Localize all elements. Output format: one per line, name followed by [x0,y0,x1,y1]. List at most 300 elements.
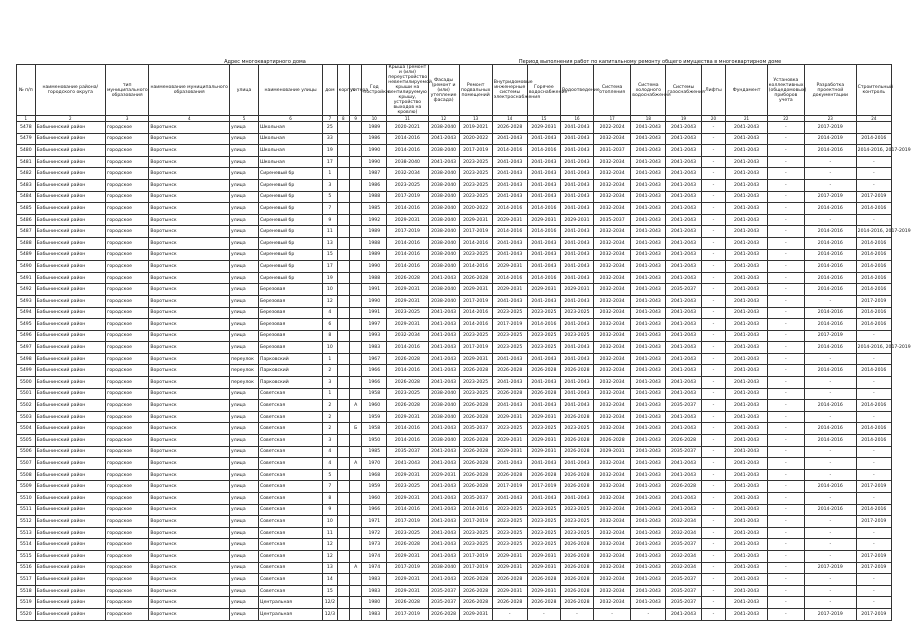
table-cell: 2017-2019 [804,608,856,620]
column-header: Строительный контроль [856,65,891,116]
table-cell: - [804,156,856,168]
table-cell: 2026-2028 [560,574,593,586]
table-cell: Бабынинский район [35,388,105,400]
table-cell: Воротынск [149,597,230,609]
table-cell: 5502 [17,400,36,412]
table-cell: улица [230,295,259,307]
table-cell: 5509 [17,481,36,493]
table-cell: 2032-2034 [594,562,631,574]
table-cell: 2041-2043 [726,411,767,423]
table-cell: 2032-2034 [594,400,631,412]
table-cell: 2014-2016 [459,319,492,331]
table-cell: 2029-2031 [459,284,492,296]
table-cell: Воротынск [149,122,230,134]
table-cell: улица [230,156,259,168]
table-cell: 2041-2043 [428,423,459,435]
column-header: наименование улицы [259,65,323,116]
table-cell: 2023-2025 [527,516,560,528]
table-cell: - [767,319,804,331]
table-cell: 2026-2028 [527,574,560,586]
table-cell [350,261,362,273]
table-cell: 2041-2043 [560,122,593,134]
table-cell: городское [105,446,148,458]
table-cell: 2032-2034 [594,458,631,470]
table-cell: 2041-2043 [560,156,593,168]
table-cell: Бабынинский район [35,145,105,157]
table-cell: 2014-2016 [804,319,856,331]
table-cell: 5518 [17,585,36,597]
table-cell: 5519 [17,597,36,609]
table-cell: - [701,493,726,505]
table-cell: 2041-2043 [726,377,767,389]
table-cell: 2041-2043 [726,179,767,191]
table-cell: - [804,214,856,226]
table-cell: 2041-2043 [726,156,767,168]
table-row [17,353,892,365]
table-cell [337,307,349,319]
table-cell: 2029-2031 [387,295,428,307]
table-cell: 2041-2043 [666,608,701,620]
table-cell: - [767,261,804,273]
table-cell: 5499 [17,365,36,377]
table-cell: Березовая [259,330,323,342]
table-cell: 10 [323,284,337,296]
table-cell: 2038-2040 [428,145,459,157]
table-cell: 2041-2043 [428,342,459,354]
table-cell: Бабынинский район [35,214,105,226]
table-cell: улица [230,203,259,215]
table-cell: 2032-2034 [594,203,631,215]
table-cell: 2041-2043 [631,319,666,331]
table-cell: Советская [259,574,323,586]
table-cell: 2014-2016 [387,249,428,261]
table-cell: - [804,539,856,551]
address-group-title: Адрес многоквартирного дома [224,59,306,65]
table-cell: 2014-2016 [804,342,856,354]
table-row [17,133,892,145]
table-cell: 2038-2040 [428,435,459,447]
table-cell: 2041-2043 [726,481,767,493]
table-cell: 2041-2043 [492,179,527,191]
table-cell: 1988 [362,272,387,284]
table-cell: 11 [323,226,337,238]
table-row [17,237,892,249]
table-cell: - [701,295,726,307]
table-cell: Воротынск [149,214,230,226]
table-cell: 2014-2016 [804,226,856,238]
table-cell: 2017-2019 [459,342,492,354]
table-cell: улица [230,435,259,447]
table-cell: 1974 [362,550,387,562]
table-cell: Сиреневый бр [259,191,323,203]
table-cell: 2035-2037 [387,446,428,458]
table-cell: 1987 [362,168,387,180]
table-cell: Бабынинский район [35,608,105,620]
table-cell: - [701,411,726,423]
table-cell: 2032-2034 [594,493,631,505]
table-cell: 33 [323,133,337,145]
table-cell [337,249,349,261]
table-cell: 2026-2028 [492,597,527,609]
table-cell: Школьная [259,156,323,168]
table-cell: - [701,458,726,470]
table-row [17,411,892,423]
table-cell: 2041-2043 [428,539,459,551]
table-cell: улица [230,330,259,342]
table-cell [337,295,349,307]
table-cell: Советская [259,435,323,447]
table-cell: 2026-2028 [560,562,593,574]
table-cell: 2041-2043 [726,237,767,249]
table-cell: Бабынинский район [35,284,105,296]
table-cell: 1988 [362,237,387,249]
table-cell: - [701,481,726,493]
table-cell: - [701,261,726,273]
table-cell: - [767,214,804,226]
table-cell: 2026-2028 [492,365,527,377]
table-cell: Воротынск [149,191,230,203]
table-cell: Сиреневый бр [259,179,323,191]
table-cell: 2032-2034 [594,550,631,562]
table-cell: - [804,377,856,389]
table-cell: 2041-2043 [726,469,767,481]
table-cell: 2041-2043 [726,353,767,365]
table-cell: 2041-2043 [492,400,527,412]
table-cell: 2032-2034 [594,365,631,377]
table-cell: Березовая [259,307,323,319]
table-cell: - [701,179,726,191]
table-cell: 2017-2019 [387,226,428,238]
table-cell: городское [105,411,148,423]
table-cell: 2041-2043 [428,353,459,365]
table-cell [350,284,362,296]
table-cell: - [767,458,804,470]
table-cell: 2017-2019 [856,295,891,307]
table-cell: 2029-2031 [527,435,560,447]
table-cell: 2041-2043 [631,261,666,273]
table-cell: 2041-2043 [631,284,666,296]
table-row [17,377,892,389]
table-cell: 2023-2025 [492,342,527,354]
table-cell: городское [105,539,148,551]
table-cell [350,435,362,447]
table-cell: - [804,516,856,528]
table-cell: 2041-2043 [726,608,767,620]
table-cell: 2026-2028 [459,574,492,586]
table-cell: Воротынск [149,237,230,249]
table-cell: 2020-2022 [459,203,492,215]
table-cell: 1986 [362,179,387,191]
table-cell: 2041-2043 [666,145,701,157]
table-cell: - [767,353,804,365]
table-cell: 2026-2028 [560,411,593,423]
table-cell: улица [230,597,259,609]
table-cell: 1959 [362,411,387,423]
table-cell: 1966 [362,365,387,377]
table-cell: 2023-2025 [560,527,593,539]
table-cell: - [767,527,804,539]
table-row [17,597,892,609]
table-cell: 10 [323,516,337,528]
table-cell: 2032-2034 [594,527,631,539]
table-cell [337,608,349,620]
table-cell: 2041-2043 [726,272,767,284]
table-cell: 2038-2040 [428,388,459,400]
column-header: Фундамент [726,65,767,116]
table-cell [337,388,349,400]
table-cell: - [594,608,631,620]
table-cell: Бабынинский район [35,377,105,389]
table-cell: - [701,156,726,168]
table-cell: Бабынинский район [35,319,105,331]
table-cell: 5508 [17,469,36,481]
table-cell: 5498 [17,353,36,365]
table-cell: 2026-2028 [459,469,492,481]
table-cell: 2032-2034 [666,516,701,528]
table-cell: 2041-2043 [726,388,767,400]
table-cell: - [767,562,804,574]
table-cell: - [767,446,804,458]
table-cell: 2041-2043 [560,272,593,284]
table-cell: - [767,307,804,319]
table-cell: Бабынинский район [35,493,105,505]
table-cell: улица [230,319,259,331]
table-cell [337,527,349,539]
table-cell: 2041-2043 [726,319,767,331]
table-cell: 1990 [362,261,387,273]
table-cell: 2041-2043 [631,550,666,562]
table-cell: 2026-2028 [527,597,560,609]
table-cell: - [804,458,856,470]
table-cell: 2035-2037 [428,597,459,609]
table-cell: 5484 [17,191,36,203]
table-cell: 2026-2028 [560,597,593,609]
table-cell: 2029-2031 [387,319,428,331]
table-cell: 2041-2043 [631,342,666,354]
table-cell: 2032-2034 [387,330,428,342]
table-cell: 2041-2043 [726,191,767,203]
table-cell: 2041-2043 [631,469,666,481]
table-row [17,156,892,168]
column-number: 15 [527,116,560,122]
table-cell: 2041-2043 [631,423,666,435]
table-cell: 12 [323,550,337,562]
table-cell: 2041-2043 [726,226,767,238]
table-cell: 2041-2043 [527,400,560,412]
table-cell: 2038-2040 [428,400,459,412]
table-cell: 2 [323,400,337,412]
table-cell: 2017-2019 [856,481,891,493]
table-cell: 5507 [17,458,36,470]
table-cell: Бабынинский район [35,365,105,377]
table-cell: 2014-2016 [387,203,428,215]
table-cell: 2023-2025 [459,249,492,261]
table-cell [337,504,349,516]
table-cell: 2029-2031 [492,446,527,458]
table-cell: 2041-2043 [428,330,459,342]
table-cell: - [701,307,726,319]
column-number: 24 [856,116,891,122]
table-row [17,458,892,470]
table-cell: 2041-2043 [492,168,527,180]
table-cell: 2038-2040 [428,168,459,180]
table-row [17,307,892,319]
table-cell: Воротынск [149,446,230,458]
table-cell [337,122,349,134]
table-cell: городское [105,562,148,574]
table-cell: 2041-2043 [666,156,701,168]
table-cell: Воротынск [149,284,230,296]
table-cell: городское [105,342,148,354]
table-cell: 2041-2043 [666,237,701,249]
table-cell: - [701,446,726,458]
table-cell [337,284,349,296]
table-cell: 2035-2037 [666,585,701,597]
table-cell: - [767,133,804,145]
table-cell: Советская [259,469,323,481]
table-cell: Воротынск [149,493,230,505]
table-cell: 2041-2043 [666,272,701,284]
table-cell: Воротынск [149,203,230,215]
table-cell: Воротынск [149,179,230,191]
table-cell: городское [105,585,148,597]
table-cell: Бабынинский район [35,261,105,273]
table-cell: Бабынинский район [35,562,105,574]
table-cell: 2014-2016 [804,504,856,516]
table-cell: 2023-2025 [492,504,527,516]
column-header: Установка коллективных (общедомовых) приборов учета [767,65,804,116]
table-cell: Школьная [259,145,323,157]
table-cell: 2026-2028 [459,446,492,458]
table-cell: 1989 [362,122,387,134]
table-cell: - [804,179,856,191]
table-cell: 2022-2024 [594,122,631,134]
table-cell [337,145,349,157]
table-cell: 2041-2043 [428,307,459,319]
table-cell: - [804,574,856,586]
table-cell: 1997 [362,319,387,331]
table-row [17,423,892,435]
table-row [17,608,892,620]
table-cell: 2041-2043 [631,330,666,342]
table-cell: - [701,214,726,226]
table-cell [350,214,362,226]
table-cell: 6 [323,319,337,331]
table-cell: 2041-2043 [726,493,767,505]
table-cell: 2014-2016, 2017-2019 [856,342,891,354]
table-cell: Воротынск [149,527,230,539]
table-cell [350,133,362,145]
table-cell: - [701,272,726,284]
table-cell: 2041-2043 [726,342,767,354]
table-cell: 2041-2043 [428,446,459,458]
table-cell: Бабынинский район [35,156,105,168]
table-cell: - [856,377,891,389]
table-cell: - [767,365,804,377]
column-number: 3 [105,116,148,122]
table-cell: городское [105,272,148,284]
table-cell: - [701,423,726,435]
column-header: дом [323,65,337,116]
table-cell: - [856,168,891,180]
column-number: 4 [149,116,230,122]
table-cell: Березовая [259,295,323,307]
table-row [17,562,892,574]
table-cell: - [767,550,804,562]
table-cell: 2023-2025 [527,504,560,516]
table-cell: улица [230,504,259,516]
table-cell: 5483 [17,179,36,191]
table-cell: городское [105,122,148,134]
table-cell: 2014-2016 [856,307,891,319]
table-cell [337,458,349,470]
table-cell [350,272,362,284]
table-cell: 2014-2016 [804,400,856,412]
table-cell [350,516,362,528]
table-cell: 2029-2031 [527,562,560,574]
table-row [17,145,892,157]
column-header: Водоотведение [560,65,593,116]
table-cell: 5 [323,469,337,481]
table-cell: 2026-2028 [459,411,492,423]
table-cell: 2029-2031 [459,608,492,620]
table-cell: 3 [323,377,337,389]
table-row [17,539,892,551]
table-cell: 1960 [362,493,387,505]
table-cell: 2029-2031 [387,284,428,296]
table-cell: Советская [259,585,323,597]
table-cell: 2014-2019 [804,133,856,145]
table-cell: - [560,608,593,620]
table-cell: 2041-2043 [631,156,666,168]
table-cell: - [701,562,726,574]
table-cell: - [701,516,726,528]
table-cell: 10 [323,342,337,354]
table-cell: - [767,272,804,284]
table-cell: 2041-2043 [560,458,593,470]
table-cell: Бабынинский район [35,446,105,458]
table-cell: 2041-2043 [631,574,666,586]
table-cell: 2041-2043 [492,133,527,145]
table-cell [350,574,362,586]
table-cell: Сиреневый бр [259,226,323,238]
table-row [17,203,892,215]
table-cell: 2041-2043 [631,272,666,284]
table-cell: - [701,249,726,261]
table-cell [350,481,362,493]
table-cell: улица [230,574,259,586]
table-cell: - [767,504,804,516]
table-cell: 3 [323,179,337,191]
table-cell: 5515 [17,550,36,562]
table-cell: 2032-2034 [594,156,631,168]
table-cell: - [701,226,726,238]
table-row [17,527,892,539]
table-cell: Бабынинский район [35,527,105,539]
table-cell: Сиреневый бр [259,261,323,273]
table-cell: 2014-2016 [804,481,856,493]
table-cell: - [767,342,804,354]
table-cell: городское [105,435,148,447]
table-cell: - [856,353,891,365]
table-cell: 2014-2016 [856,284,891,296]
table-cell: городское [105,133,148,145]
table-cell: 2041-2043 [631,168,666,180]
table-cell: 2038-2040 [428,191,459,203]
table-cell: 1990 [362,145,387,157]
table-cell: 2029-2031 [527,446,560,458]
table-cell: 1958 [362,388,387,400]
